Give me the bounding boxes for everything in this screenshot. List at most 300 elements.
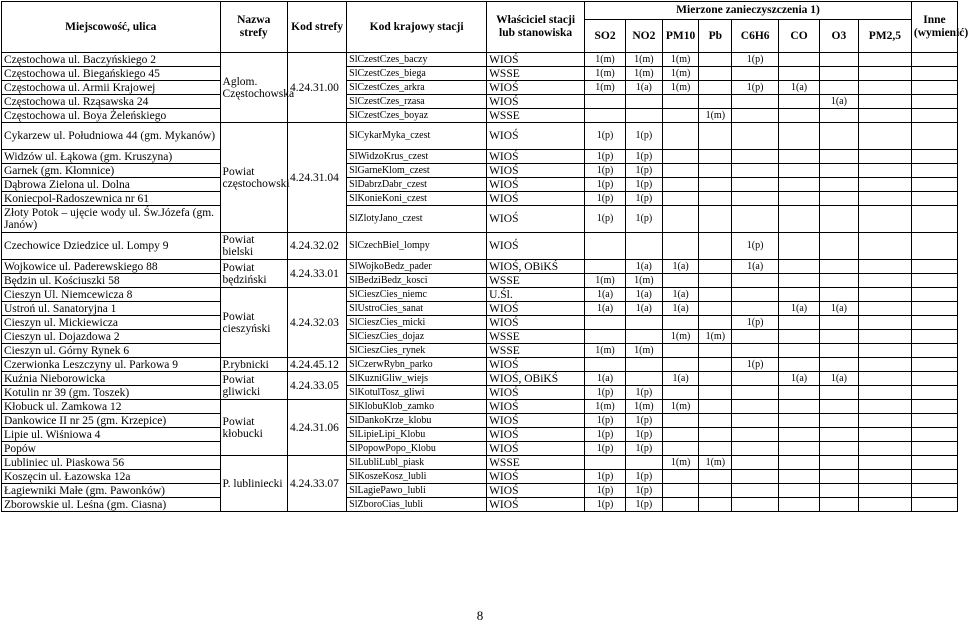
zone-code-cell: 4.24.32.02 [287, 233, 346, 260]
owner-cell: WIOŚ [487, 414, 585, 428]
pollutant-cell [819, 456, 858, 470]
pollutant-cell [662, 344, 699, 358]
pollutant-cell: 1(m) [585, 274, 626, 288]
pollutant-cell [732, 206, 779, 233]
zone-code-cell: 4.24.33.07 [287, 456, 346, 512]
pollutant-cell [858, 109, 911, 123]
pollutant-cell [779, 456, 820, 470]
pollutant-cell [662, 178, 699, 192]
station-code-cell: SlWojkoBedz_pader [347, 260, 487, 274]
pollutant-cell [732, 386, 779, 400]
pollutant-cell: 1(p) [585, 470, 626, 484]
pollutant-cell [779, 67, 820, 81]
pollutant-cell [732, 470, 779, 484]
pollutant-cell [819, 330, 858, 344]
county-cell: Powiat kłobucki [220, 400, 287, 456]
pollutant-cell: 1(m) [662, 81, 699, 95]
pollutant-cell: 1(p) [732, 316, 779, 330]
pollutant-cell [779, 330, 820, 344]
pollutant-cell [699, 316, 732, 330]
pollutant-cell [779, 164, 820, 178]
location-cell: Będzin ul. Kościuszki 58 [2, 274, 221, 288]
table-row [2, 456, 958, 470]
pollutant-cell [911, 123, 957, 150]
pollutant-cell [819, 123, 858, 150]
location-cell: Częstochowa ul. Armii Krajowej [2, 81, 221, 95]
pollutant-cell [662, 386, 699, 400]
pollutant-cell [662, 428, 699, 442]
pollutant-cell [819, 109, 858, 123]
pollutant-cell [858, 400, 911, 414]
pollutant-cell [625, 330, 662, 344]
location-cell: Częstochowa ul. Biegańskiego 45 [2, 67, 221, 81]
pollutant-cell: 1(p) [625, 484, 662, 498]
pollutant-cell [858, 206, 911, 233]
pollutant-cell: 1(m) [699, 109, 732, 123]
pollutant-cell [858, 358, 911, 372]
county-cell: Powiat gliwicki [220, 372, 287, 400]
table-row [2, 274, 958, 288]
location-cell: Częstochowa ul. Baczyńskiego 2 [2, 53, 221, 67]
county-cell: Powiat częstochowski [220, 123, 287, 233]
table-row [2, 358, 958, 372]
county-cell: Powiat bielski [220, 233, 287, 260]
pollutant-cell: 1(p) [585, 484, 626, 498]
table-row [2, 484, 958, 498]
pollutant-cell [732, 178, 779, 192]
pollutant-cell: 1(p) [585, 442, 626, 456]
pollutant-cell [911, 260, 957, 274]
pollutant-cell: 1(p) [625, 498, 662, 512]
pollutant-cell [699, 164, 732, 178]
pollutant-cell [699, 414, 732, 428]
pollutant-cell [699, 484, 732, 498]
pollutant-cell [699, 260, 732, 274]
pollutant-cell: 1(p) [732, 81, 779, 95]
pollutant-cell [779, 260, 820, 274]
pollutant-cell: 1(p) [625, 442, 662, 456]
pollutant-cell [911, 53, 957, 67]
table-body [2, 53, 958, 512]
owner-cell: WIOŚ [487, 150, 585, 164]
pollutant-cell [779, 358, 820, 372]
station-code-cell: SlKuzniGliw_wiejs [347, 372, 487, 386]
table-row [2, 164, 958, 178]
owner-cell: WSSE [487, 330, 585, 344]
header-row [2, 2, 958, 20]
pollutant-cell [585, 330, 626, 344]
pollutant-cell [662, 442, 699, 456]
pollutant-cell [585, 109, 626, 123]
pollutant-cell: 1(a) [585, 372, 626, 386]
pollutant-cell [779, 150, 820, 164]
page-number: 8 [476, 608, 484, 623]
table-row [2, 260, 958, 274]
table-row [2, 302, 958, 316]
station-code-cell: SlCieszCies_niemc [347, 288, 487, 302]
pollutant-cell [858, 372, 911, 386]
station-code-cell: SlCieszCies_dojaz [347, 330, 487, 344]
header-pollutant: NO2 [625, 20, 662, 53]
pollutant-cell [625, 233, 662, 260]
pollutant-cell [699, 386, 732, 400]
pollutant-cell [585, 95, 626, 109]
header-county: Nazwa strefy [220, 2, 287, 53]
station-code-cell: SlLagiePawo_lubli [347, 484, 487, 498]
pollutant-cell [858, 484, 911, 498]
owner-cell: WIOŚ [487, 302, 585, 316]
pollutant-cell: 1(a) [625, 288, 662, 302]
owner-cell: WSSE [487, 456, 585, 470]
stations-table [1, 1, 968, 512]
pollutant-cell [858, 386, 911, 400]
location-cell: Cieszyn ul. Mickiewicza [2, 316, 221, 330]
pollutant-cell [779, 442, 820, 456]
header-station-code: Kod krajowy stacji [347, 2, 487, 53]
pollutant-cell: 1(m) [625, 344, 662, 358]
pollutant-cell [858, 414, 911, 428]
table-row [2, 109, 958, 123]
table-row [2, 233, 958, 260]
pollutant-cell: 1(a) [625, 260, 662, 274]
pollutant-cell [911, 400, 957, 414]
pollutant-cell: 1(a) [585, 288, 626, 302]
pollutant-cell [911, 442, 957, 456]
pollutant-cell [911, 316, 957, 330]
pollutant-cell [699, 67, 732, 81]
pollutant-cell [699, 428, 732, 442]
pollutant-cell [662, 95, 699, 109]
table-row [2, 344, 958, 358]
table-row [2, 470, 958, 484]
pollutant-cell [819, 288, 858, 302]
pollutant-cell: 1(a) [662, 372, 699, 386]
pollutant-cell [858, 164, 911, 178]
table-row [2, 498, 958, 512]
pollutant-cell [699, 288, 732, 302]
pollutant-cell: 1(p) [625, 414, 662, 428]
pollutant-cell [779, 53, 820, 67]
pollutant-cell: 1(p) [625, 206, 662, 233]
pollutant-cell: 1(m) [625, 274, 662, 288]
pollutant-cell [699, 233, 732, 260]
zone-code-cell: 4.24.31.00 [287, 53, 346, 123]
pollutant-cell [858, 302, 911, 316]
pollutant-cell [911, 456, 957, 470]
pollutant-cell [911, 67, 957, 81]
pollutant-cell: 1(a) [819, 302, 858, 316]
pollutant-cell [732, 400, 779, 414]
pollutant-cell [779, 206, 820, 233]
pollutant-cell [625, 316, 662, 330]
pollutant-cell [858, 456, 911, 470]
station-code-cell: SlPopowPopo_Klobu [347, 442, 487, 456]
pollutant-cell: 1(m) [625, 53, 662, 67]
pollutant-cell: 1(p) [625, 123, 662, 150]
county-cell: P.rybnicki [220, 358, 287, 372]
pollutant-cell [858, 428, 911, 442]
location-cell: Cieszyn ul. Dojazdowa 2 [2, 330, 221, 344]
pollutant-cell [858, 178, 911, 192]
station-code-cell: SlZboroCias_lubli [347, 498, 487, 512]
pollutant-cell [662, 206, 699, 233]
table-row [2, 288, 958, 302]
pollutant-cell: 1(m) [625, 67, 662, 81]
pollutant-cell [911, 95, 957, 109]
pollutant-cell: 1(m) [662, 53, 699, 67]
pollutant-cell [858, 81, 911, 95]
pollutant-cell [819, 274, 858, 288]
table-row [2, 372, 958, 386]
table-row [2, 330, 958, 344]
pollutant-cell [779, 109, 820, 123]
owner-cell: WIOŚ [487, 470, 585, 484]
table-row [2, 123, 958, 150]
pollutant-cell [779, 400, 820, 414]
pollutant-cell [911, 192, 957, 206]
pollutant-cell [819, 81, 858, 95]
zone-code-cell: 4.24.33.05 [287, 372, 346, 400]
pollutant-cell [858, 233, 911, 260]
header-pollutant: PM2,5 [858, 20, 911, 53]
pollutant-cell: 1(m) [585, 344, 626, 358]
pollutant-cell [911, 109, 957, 123]
location-cell: Zborowskie ul. Leśna (gm. Ciasna) [2, 498, 221, 512]
pollutant-cell [819, 67, 858, 81]
pollutant-cell [585, 358, 626, 372]
header-pollutant: O3 [819, 20, 858, 53]
owner-cell: WSSE [487, 109, 585, 123]
pollutant-cell: 1(a) [662, 288, 699, 302]
pollutant-cell [819, 442, 858, 456]
pollutant-cell: 1(m) [699, 456, 732, 470]
pollutant-cell: 1(p) [585, 123, 626, 150]
owner-cell: WIOŚ [487, 358, 585, 372]
station-code-cell: SlCieszCies_micki [347, 316, 487, 330]
pollutant-cell [585, 260, 626, 274]
pollutant-cell [819, 164, 858, 178]
pollutant-cell: 1(a) [625, 81, 662, 95]
pollutant-cell [662, 316, 699, 330]
pollutant-cell: 1(m) [662, 67, 699, 81]
location-cell: Koszęcin ul. Łazowska 12a [2, 470, 221, 484]
pollutant-cell [699, 206, 732, 233]
owner-cell: WIOŚ [487, 442, 585, 456]
pollutant-cell [732, 123, 779, 150]
pollutant-cell [858, 498, 911, 512]
pollutant-cell [732, 67, 779, 81]
pollutant-cell [732, 330, 779, 344]
station-code-cell: SlBedziBedz_kosci [347, 274, 487, 288]
station-code-cell: SlKonieKoni_czest [347, 192, 487, 206]
pollutant-cell [779, 95, 820, 109]
pollutant-cell [911, 358, 957, 372]
header-pollutant: PM10 [662, 20, 699, 53]
owner-cell: WSSE [487, 67, 585, 81]
pollutant-cell: 1(p) [585, 386, 626, 400]
pollutant-cell [662, 274, 699, 288]
pollutant-cell [699, 53, 732, 67]
location-cell: Koniecpol-Radoszewnica nr 61 [2, 192, 221, 206]
location-cell: Lipie ul. Wiśniowa 4 [2, 428, 221, 442]
table-row [2, 53, 958, 67]
table-row [2, 67, 958, 81]
station-code-cell: SlDabrzDabr_czest [347, 178, 487, 192]
station-code-cell: SlKoszeKosz_lubli [347, 470, 487, 484]
owner-cell: WIOŚ [487, 53, 585, 67]
pollutant-cell [911, 206, 957, 233]
location-cell: Czerwionka Leszczyny ul. Parkowa 9 [2, 358, 221, 372]
pollutant-cell [699, 150, 732, 164]
table-row [2, 150, 958, 164]
pollutant-cell [732, 274, 779, 288]
pollutant-cell [819, 178, 858, 192]
pollutant-cell [858, 150, 911, 164]
zone-code-cell: 4.24.31.06 [287, 400, 346, 456]
pollutant-cell [662, 192, 699, 206]
pollutant-cell [732, 428, 779, 442]
pollutant-cell [779, 386, 820, 400]
pollutant-cell [699, 302, 732, 316]
county-cell: Powiat będziński [220, 260, 287, 288]
pollutant-cell [732, 302, 779, 316]
pollutant-cell [662, 358, 699, 372]
pollutant-cell: 1(p) [585, 428, 626, 442]
pollutant-cell: 1(p) [732, 358, 779, 372]
pollutant-cell: 1(m) [585, 67, 626, 81]
pollutant-cell: 1(p) [585, 498, 626, 512]
station-code-cell: SlKotulTosz_gliwi [347, 386, 487, 400]
pollutant-cell: 1(m) [662, 456, 699, 470]
station-code-cell: SlCzestCzes_rzasa [347, 95, 487, 109]
location-cell: Kotulin nr 39 (gm. Toszek) [2, 386, 221, 400]
pollutant-cell [699, 358, 732, 372]
pollutant-cell [662, 498, 699, 512]
pollutant-cell [819, 358, 858, 372]
header-zone-code: Kod strefy [287, 2, 346, 53]
pollutant-cell: 1(p) [585, 192, 626, 206]
pollutant-cell [779, 484, 820, 498]
pollutant-cell [779, 123, 820, 150]
table-row [2, 414, 958, 428]
owner-cell: WIOŚ [487, 498, 585, 512]
station-code-cell: SlCzestCzes_biega [347, 67, 487, 81]
pollutant-cell [699, 123, 732, 150]
pollutant-cell: 1(p) [625, 164, 662, 178]
pollutant-cell [732, 372, 779, 386]
pollutant-cell [911, 233, 957, 260]
pollutant-cell [858, 288, 911, 302]
pollutant-cell [858, 67, 911, 81]
pollutant-cell: 1(a) [625, 302, 662, 316]
zone-code-cell: 4.24.32.03 [287, 288, 346, 358]
pollutant-cell: 1(a) [819, 95, 858, 109]
zone-code-cell: 4.24.33.01 [287, 260, 346, 288]
pollutant-cell [625, 358, 662, 372]
table-row [2, 316, 958, 330]
pollutant-cell [779, 498, 820, 512]
header-pollutant: C6H6 [732, 20, 779, 53]
pollutant-cell [819, 53, 858, 67]
pollutant-cell [662, 233, 699, 260]
location-cell: Widzów ul. Łąkowa (gm. Kruszyna) [2, 150, 221, 164]
pollutant-cell [911, 81, 957, 95]
pollutant-cell [911, 330, 957, 344]
pollutant-cell [819, 260, 858, 274]
pollutant-cell [585, 233, 626, 260]
location-cell: Złoty Potok – ujęcie wody ul. Św.Józefa (gm. Janów) [2, 206, 221, 233]
location-cell: Kuźnia Nieborowicka [2, 372, 221, 386]
pollutant-cell [779, 233, 820, 260]
pollutant-cell [779, 316, 820, 330]
pollutant-cell [858, 192, 911, 206]
pollutant-cell [662, 150, 699, 164]
pollutant-cell [911, 302, 957, 316]
location-cell: Wojkowice ul. Paderewskiego 88 [2, 260, 221, 274]
pollutant-cell [819, 386, 858, 400]
pollutant-cell [819, 316, 858, 330]
header-measured: Mierzone zanieczyszczenia 1) [585, 2, 912, 20]
pollutant-cell [779, 428, 820, 442]
pollutant-cell: 1(a) [585, 302, 626, 316]
pollutant-cell [732, 150, 779, 164]
pollutant-cell: 1(p) [585, 164, 626, 178]
station-code-cell: SlCzestCzes_arkra [347, 81, 487, 95]
pollutant-cell: 1(p) [625, 386, 662, 400]
pollutant-cell [699, 344, 732, 358]
pollutant-cell: 1(m) [662, 330, 699, 344]
header-other: Inne (wymienić) [911, 2, 957, 53]
pollutant-cell [819, 498, 858, 512]
pollutant-cell [699, 178, 732, 192]
table-row [2, 442, 958, 456]
zone-code-cell: 4.24.45.12 [287, 358, 346, 372]
pollutant-cell: 1(m) [585, 53, 626, 67]
pollutant-cell [819, 400, 858, 414]
owner-cell: WIOŚ [487, 386, 585, 400]
pollutant-cell: 1(m) [662, 400, 699, 414]
pollutant-cell [779, 178, 820, 192]
location-cell: Kłobuck ul. Zamkowa 12 [2, 400, 221, 414]
pollutant-cell: 1(m) [585, 81, 626, 95]
pollutant-cell [732, 414, 779, 428]
pollutant-cell [699, 470, 732, 484]
pollutant-cell [699, 498, 732, 512]
location-cell: Dankowice II nr 25 (gm. Krzepice) [2, 414, 221, 428]
pollutant-cell [819, 233, 858, 260]
location-cell: Cieszyn Ul. Niemcewicza 8 [2, 288, 221, 302]
owner-cell: WIOŚ [487, 81, 585, 95]
pollutant-cell [625, 372, 662, 386]
station-code-cell: SlCieszCies_rynek [347, 344, 487, 358]
pollutant-cell [662, 109, 699, 123]
pollutant-cell [911, 428, 957, 442]
county-cell: Aglom. Częstochowska [220, 53, 287, 123]
owner-cell: WIOŚ, OBiKŚ [487, 372, 585, 386]
pollutant-cell: 1(a) [732, 260, 779, 274]
pollutant-cell [911, 164, 957, 178]
owner-cell: WIOŚ [487, 206, 585, 233]
pollutant-cell [662, 414, 699, 428]
location-cell: Czechowice Dziedzice ul. Lompy 9 [2, 233, 221, 260]
pollutant-cell [699, 81, 732, 95]
county-cell: Powiat cieszyński [220, 288, 287, 358]
owner-cell: WIOŚ [487, 316, 585, 330]
table-row [2, 81, 958, 95]
pollutant-cell [911, 274, 957, 288]
pollutant-cell [779, 470, 820, 484]
pollutant-cell [819, 428, 858, 442]
